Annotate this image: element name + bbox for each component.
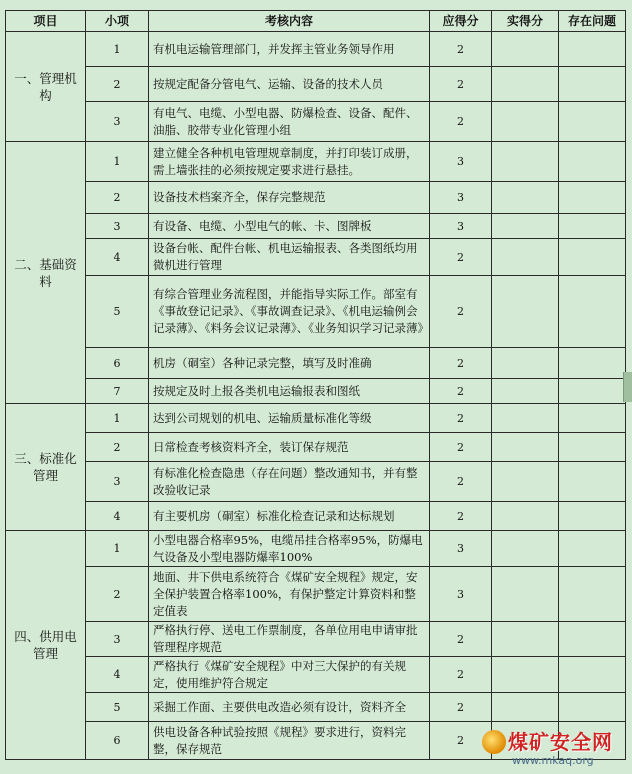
issues-cell[interactable] [559, 32, 626, 67]
category-cell[interactable]: 四、供用电管理 [6, 531, 86, 760]
content-cell[interactable]: 有综合管理业务流程图，并能指导实际工作。部室有《事故登记记录》、《事故调查记录》、《机电运输例会记录薄》、《料务会议记录薄》、《业务知识学习记录薄》 [149, 276, 430, 348]
actual-score-cell[interactable] [492, 502, 559, 531]
due-score-cell[interactable]: 2 [430, 348, 492, 379]
issues-cell[interactable] [559, 462, 626, 502]
due-score-cell[interactable]: 2 [430, 32, 492, 67]
header-cell-subitem: 小项 [86, 11, 149, 32]
category-cell[interactable]: 二、基础资料 [6, 142, 86, 404]
due-score-cell[interactable]: 2 [430, 379, 492, 404]
content-cell[interactable]: 有主要机房（硐室）标准化检查记录和达标规划 [149, 502, 430, 531]
issues-cell[interactable] [559, 379, 626, 404]
actual-score-cell[interactable] [492, 67, 559, 102]
actual-score-cell[interactable] [492, 657, 559, 693]
content-cell[interactable]: 地面、井下供电系统符合《煤矿安全规程》规定，安全保护装置合格率100%，有保护整定计算资料和整定值表 [149, 567, 430, 622]
actual-score-cell[interactable] [492, 567, 559, 622]
actual-score-cell[interactable] [492, 182, 559, 214]
table-row [6, 531, 626, 567]
content-cell[interactable]: 日常检查考核资料齐全，装订保存规范 [149, 433, 430, 462]
subitem-number-cell[interactable]: 2 [86, 182, 149, 214]
header-cell-issues: 存在问题 [559, 11, 626, 32]
due-score-cell[interactable]: 2 [430, 502, 492, 531]
issues-cell[interactable] [559, 182, 626, 214]
issues-cell[interactable] [559, 276, 626, 348]
issues-cell[interactable] [559, 348, 626, 379]
content-cell[interactable]: 采掘工作面、主要供电改造必须有设计，资料齐全 [149, 693, 430, 722]
subitem-number-cell[interactable]: 5 [86, 276, 149, 348]
content-cell[interactable]: 小型电器合格率95%，电缆吊挂合格率95%，防爆电气设备及小型电器防爆率100% [149, 531, 430, 567]
actual-score-cell[interactable] [492, 531, 559, 567]
content-cell[interactable]: 有标准化检查隐患（存在问题）整改通知书，并有整改验收记录 [149, 462, 430, 502]
actual-score-cell[interactable] [492, 462, 559, 502]
subitem-number-cell[interactable]: 6 [86, 348, 149, 379]
actual-score-cell[interactable] [492, 379, 559, 404]
issues-cell[interactable] [559, 404, 626, 433]
actual-score-cell[interactable] [492, 404, 559, 433]
subitem-number-cell[interactable]: 3 [86, 102, 149, 142]
due-score-cell[interactable]: 2 [430, 722, 492, 760]
issues-cell[interactable] [559, 567, 626, 622]
scrollbar-thumb[interactable] [623, 372, 632, 402]
table-row [6, 67, 626, 102]
due-score-cell[interactable]: 2 [430, 693, 492, 722]
content-cell[interactable]: 设备技术档案齐全，保存完整规范 [149, 182, 430, 214]
issues-cell[interactable] [559, 693, 626, 722]
watermark-text: 煤矿安全网 [508, 730, 613, 754]
issues-cell[interactable] [559, 67, 626, 102]
subitem-number-cell[interactable]: 5 [86, 693, 149, 722]
content-cell[interactable]: 有电气、电缆、小型电器、防爆检查、设备、配件、油脂、胶带专业化管理小组 [149, 102, 430, 142]
header-cell-due-score: 应得分 [430, 11, 492, 32]
content-cell[interactable]: 严格执行停、送电工作票制度，各单位用电申请审批管理程序规范 [149, 622, 430, 657]
actual-score-cell[interactable] [492, 693, 559, 722]
due-score-cell[interactable]: 2 [430, 102, 492, 142]
table-row [6, 276, 626, 348]
header-row [6, 11, 626, 32]
actual-score-cell[interactable] [492, 276, 559, 348]
table-row [6, 239, 626, 276]
subitem-number-cell[interactable]: 7 [86, 379, 149, 404]
subitem-number-cell[interactable]: 4 [86, 239, 149, 276]
subitem-number-cell[interactable]: 3 [86, 214, 149, 239]
content-cell[interactable]: 有机电运输管理部门，并发挥主管业务领导作用 [149, 32, 430, 67]
subitem-number-cell[interactable]: 4 [86, 502, 149, 531]
table-row [6, 379, 626, 404]
issues-cell[interactable] [559, 531, 626, 567]
table-row [6, 622, 626, 657]
due-score-cell[interactable]: 3 [430, 182, 492, 214]
watermark-logo-icon [482, 730, 506, 754]
actual-score-cell[interactable] [492, 348, 559, 379]
table-row [6, 32, 626, 67]
subitem-number-cell[interactable]: 2 [86, 67, 149, 102]
due-score-cell[interactable]: 2 [430, 433, 492, 462]
subitem-number-cell[interactable]: 2 [86, 433, 149, 462]
content-cell[interactable]: 有设备、电缆、小型电气的帐、卡、图牌板 [149, 214, 430, 239]
subitem-number-cell[interactable]: 1 [86, 531, 149, 567]
actual-score-cell[interactable] [492, 142, 559, 182]
content-cell[interactable]: 严格执行《煤矿安全规程》中对三大保护的有关规定，使用维护符合规定 [149, 657, 430, 693]
issues-cell[interactable] [559, 102, 626, 142]
header-cell-actual-score: 实得分 [492, 11, 559, 32]
issues-cell[interactable] [559, 214, 626, 239]
actual-score-cell[interactable] [492, 622, 559, 657]
issues-cell[interactable] [559, 239, 626, 276]
due-score-cell[interactable]: 2 [430, 622, 492, 657]
subitem-number-cell[interactable]: 3 [86, 462, 149, 502]
table-row [6, 142, 626, 182]
table-row [6, 502, 626, 531]
due-score-cell[interactable]: 2 [430, 239, 492, 276]
issues-cell[interactable] [559, 657, 626, 693]
actual-score-cell[interactable] [492, 32, 559, 67]
table-row [6, 462, 626, 502]
subitem-number-cell[interactable]: 2 [86, 567, 149, 622]
due-score-cell[interactable]: 2 [430, 657, 492, 693]
issues-cell[interactable] [559, 622, 626, 657]
header-cell-item: 项目 [6, 11, 86, 32]
subitem-number-cell[interactable]: 6 [86, 722, 149, 760]
table-row [6, 214, 626, 239]
assessment-table [5, 10, 626, 760]
table-row [6, 693, 626, 722]
content-cell[interactable]: 达到公司规划的机电、运输质量标准化等级 [149, 404, 430, 433]
subitem-number-cell[interactable]: 1 [86, 404, 149, 433]
due-score-cell[interactable]: 3 [430, 567, 492, 622]
content-cell[interactable]: 设备台帐、配件台帐、机电运输报表、各类图纸均用微机进行管理 [149, 239, 430, 276]
due-score-cell[interactable]: 3 [430, 214, 492, 239]
category-cell[interactable]: 一、管理机构 [6, 32, 86, 142]
due-score-cell[interactable]: 2 [430, 67, 492, 102]
table-row [6, 182, 626, 214]
watermark-url: www.mkaq.org [512, 754, 594, 767]
category-cell[interactable]: 三、标准化管理 [6, 404, 86, 531]
table-row [6, 433, 626, 462]
due-score-cell[interactable]: 3 [430, 531, 492, 567]
due-score-cell[interactable]: 2 [430, 462, 492, 502]
subitem-number-cell[interactable]: 4 [86, 657, 149, 693]
table-row [6, 567, 626, 622]
content-cell[interactable]: 按规定及时上报各类机电运输报表和图纸 [149, 379, 430, 404]
subitem-number-cell[interactable]: 1 [86, 32, 149, 67]
issues-cell[interactable] [559, 433, 626, 462]
watermark [482, 726, 630, 772]
content-cell[interactable]: 建立健全各种机电管理规章制度，并打印装订成册，需上墙张挂的必须按规定要求进行悬挂。 [149, 142, 430, 182]
issues-cell[interactable] [559, 142, 626, 182]
content-cell[interactable]: 供电设备各种试验按照《规程》要求进行，资料完整，保存规范 [149, 722, 430, 760]
table-row [6, 404, 626, 433]
actual-score-cell[interactable] [492, 433, 559, 462]
due-score-cell[interactable]: 3 [430, 142, 492, 182]
issues-cell[interactable] [559, 502, 626, 531]
actual-score-cell[interactable] [492, 239, 559, 276]
header-cell-content: 考核内容 [149, 11, 430, 32]
actual-score-cell[interactable] [492, 102, 559, 142]
subitem-number-cell[interactable]: 3 [86, 622, 149, 657]
table-row [6, 657, 626, 693]
due-score-cell[interactable]: 2 [430, 276, 492, 348]
content-cell[interactable]: 机房（硐室）各种记录完整，填写及时准确 [149, 348, 430, 379]
subitem-number-cell[interactable]: 1 [86, 142, 149, 182]
actual-score-cell[interactable] [492, 214, 559, 239]
due-score-cell[interactable]: 2 [430, 404, 492, 433]
table-row [6, 348, 626, 379]
content-cell[interactable]: 按规定配备分管电气、运输、设备的技术人员 [149, 67, 430, 102]
table-row [6, 102, 626, 142]
